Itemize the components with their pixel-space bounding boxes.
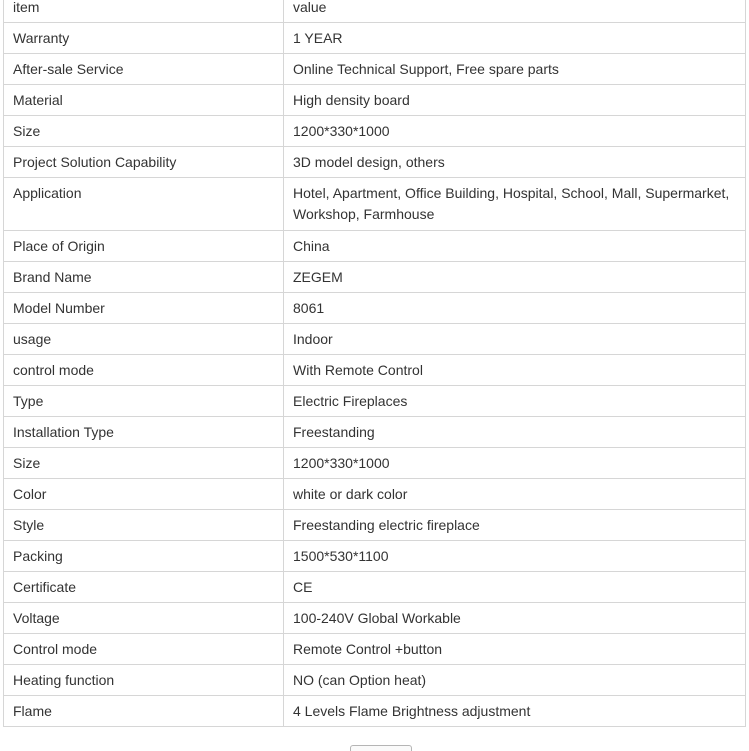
table-row	[4, 178, 746, 231]
table-row	[4, 541, 746, 572]
item-cell: Voltage	[4, 603, 284, 634]
table-row	[4, 355, 746, 386]
table-row	[4, 54, 746, 85]
table-row	[4, 231, 746, 262]
item-cell: Color	[4, 479, 284, 510]
value-cell: Electric Fireplaces	[284, 386, 746, 417]
item-cell: Heating function	[4, 665, 284, 696]
value-cell: 3D model design, others	[284, 147, 746, 178]
value-cell: High density board	[284, 85, 746, 116]
item-cell: Place of Origin	[4, 231, 284, 262]
table-row	[4, 293, 746, 324]
value-cell: CE	[284, 572, 746, 603]
table-row	[4, 262, 746, 293]
table-row	[4, 479, 746, 510]
value-cell: China	[284, 231, 746, 262]
table-row	[4, 116, 746, 147]
item-cell: Model Number	[4, 293, 284, 324]
value-cell: Remote Control +button	[284, 634, 746, 665]
value-cell: Freestanding electric fireplace	[284, 510, 746, 541]
item-cell: control mode	[4, 355, 284, 386]
item-cell: Flame	[4, 696, 284, 727]
item-cell: Application	[4, 178, 284, 231]
table-row	[4, 147, 746, 178]
value-cell: ZEGEM	[284, 262, 746, 293]
item-cell: Brand Name	[4, 262, 284, 293]
table-row	[4, 510, 746, 541]
value-cell: 1200*330*1000	[284, 116, 746, 147]
table-row	[4, 448, 746, 479]
table-row	[4, 386, 746, 417]
item-cell: usage	[4, 324, 284, 355]
value-cell: 8061	[284, 293, 746, 324]
item-cell: Style	[4, 510, 284, 541]
table-row	[4, 324, 746, 355]
table-row	[4, 417, 746, 448]
value-cell: white or dark color	[284, 479, 746, 510]
item-cell: Material	[4, 85, 284, 116]
item-cell: Size	[4, 448, 284, 479]
value-cell: NO (can Option heat)	[284, 665, 746, 696]
value-cell: Indoor	[284, 324, 746, 355]
value-cell: Freestanding	[284, 417, 746, 448]
product-spec-table	[3, 0, 746, 727]
table-row	[4, 85, 746, 116]
item-cell: Certificate	[4, 572, 284, 603]
item-cell: Size	[4, 116, 284, 147]
value-cell: 1500*530*1100	[284, 541, 746, 572]
item-cell: Packing	[4, 541, 284, 572]
header-item-cell: item	[4, 0, 284, 23]
item-cell: Warranty	[4, 23, 284, 54]
item-cell: Type	[4, 386, 284, 417]
item-cell: Control mode	[4, 634, 284, 665]
value-cell: Online Technical Support, Free spare parts	[284, 54, 746, 85]
bottom-tab-button[interactable]	[350, 745, 412, 751]
table-row	[4, 696, 746, 727]
header-value-cell: value	[284, 0, 746, 23]
item-cell: Project Solution Capability	[4, 147, 284, 178]
value-cell: 1 YEAR	[284, 23, 746, 54]
table-row	[4, 634, 746, 665]
value-cell: Hotel, Apartment, Office Building, Hospital, School, Mall, Supermarket, Workshop, Farmhouse	[284, 178, 746, 231]
table-row	[4, 23, 746, 54]
value-cell: 4 Levels Flame Brightness adjustment	[284, 696, 746, 727]
item-cell: Installation Type	[4, 417, 284, 448]
table-row	[4, 603, 746, 634]
table-header-row	[4, 0, 746, 23]
table-row	[4, 665, 746, 696]
item-cell: After-sale Service	[4, 54, 284, 85]
value-cell: 1200*330*1000	[284, 448, 746, 479]
table-row	[4, 572, 746, 603]
value-cell: With Remote Control	[284, 355, 746, 386]
value-cell: 100-240V Global Workable	[284, 603, 746, 634]
